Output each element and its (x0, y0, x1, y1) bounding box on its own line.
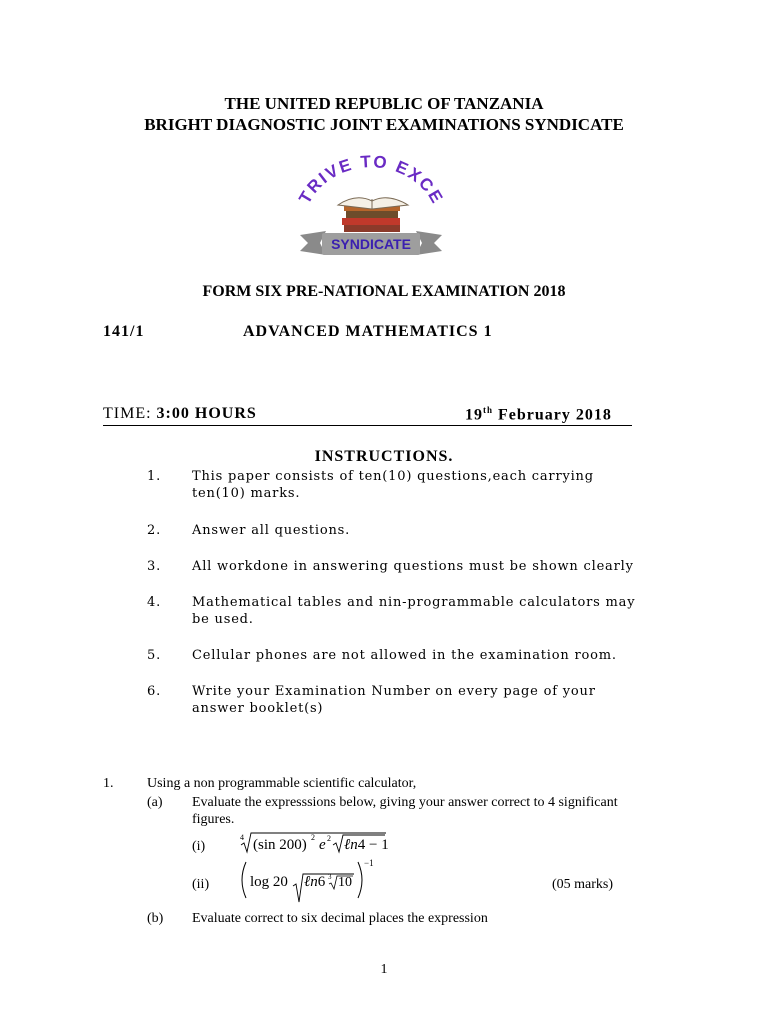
question-intro: Using a non programmable scientific calculator, (147, 776, 417, 791)
svg-text:log 20: log 20 (250, 874, 288, 890)
logo-graphic (286, 139, 456, 267)
subject-title: ADVANCED MATHEMATICS 1 (243, 323, 493, 340)
time-label: TIME: (103, 405, 152, 422)
svg-text:e: e (319, 837, 326, 853)
instructions-heading: INSTRUCTIONS. (314, 448, 454, 465)
question-number: 1. (103, 776, 114, 791)
svg-text:ℓn4 − 1: ℓn4 − 1 (344, 837, 388, 853)
instruction-num: 2. (147, 523, 162, 538)
svg-text:3: 3 (328, 873, 332, 881)
syndicate-title: BRIGHT DIAGNOSTIC JOINT EXAMINATIONS SYNDICATE (144, 115, 624, 134)
part-b-label: (b) (147, 911, 164, 926)
country-title: THE UNITED REPUBLIC OF TANZANIA (224, 94, 544, 113)
instruction-text: All workdone in answering questions must be shown clearly (192, 559, 634, 574)
instruction-text: This paper consists of ten(10) questions,each carrying ten(10) marks. (192, 469, 594, 501)
instruction-text: Write your Examination Number on every page of your answer booklet(s) (192, 684, 596, 716)
logo-banner-text: SYNDICATE (331, 236, 411, 252)
svg-text:(sin 200): (sin 200) (253, 837, 307, 853)
part-b-text: Evaluate correct to six decimal places the expression (192, 911, 488, 926)
part-a-label: (a) (147, 795, 163, 810)
date-day: 19 (465, 406, 483, 424)
instruction-text: Mathematical tables and nin-programmable calculators may be used. (192, 595, 636, 627)
svg-text:2: 2 (311, 833, 315, 842)
instruction-num: 3. (147, 559, 162, 574)
instruction-text: Answer all questions. (192, 523, 351, 538)
paper-code: 141/1 (103, 323, 145, 340)
svg-text:ℓn6: ℓn6 (304, 874, 326, 890)
time-row (103, 405, 257, 423)
logo-arc-text: TRIVE TO EXCE (295, 151, 448, 208)
instruction-num: 1. (147, 469, 162, 484)
svg-text:−1: −1 (364, 858, 374, 868)
exam-date (465, 405, 612, 424)
date-rest: February 2018 (498, 406, 612, 424)
svg-text:2: 2 (327, 834, 331, 843)
instruction-num: 4. (147, 595, 162, 610)
svg-text:10: 10 (338, 875, 352, 890)
page-number: 1 (380, 962, 388, 977)
syndicate-logo (286, 139, 456, 267)
time-underline (103, 425, 632, 426)
instruction-num: 6. (147, 684, 162, 699)
instruction-num: 5. (147, 648, 162, 663)
svg-text:STRIVE TO EXCEL (286, 139, 447, 208)
subpart-ii-label: (ii) (192, 877, 210, 892)
instruction-text: Cellular phones are not allowed in the examination room. (192, 648, 617, 663)
marks-label: (05 marks) (552, 877, 614, 892)
part-a-text: Evaluate the expresssions below, giving your answer correct to 4 significant figures. (192, 795, 618, 827)
svg-text:4: 4 (240, 833, 244, 842)
exam-title: FORM SIX PRE-NATIONAL EXAMINATION 2018 (202, 283, 566, 300)
date-suffix: th (483, 405, 494, 415)
expression-i (238, 830, 388, 856)
subpart-i-label: (i) (192, 839, 206, 854)
time-value: 3:00 HOURS (156, 405, 257, 422)
expression-ii (236, 856, 376, 904)
